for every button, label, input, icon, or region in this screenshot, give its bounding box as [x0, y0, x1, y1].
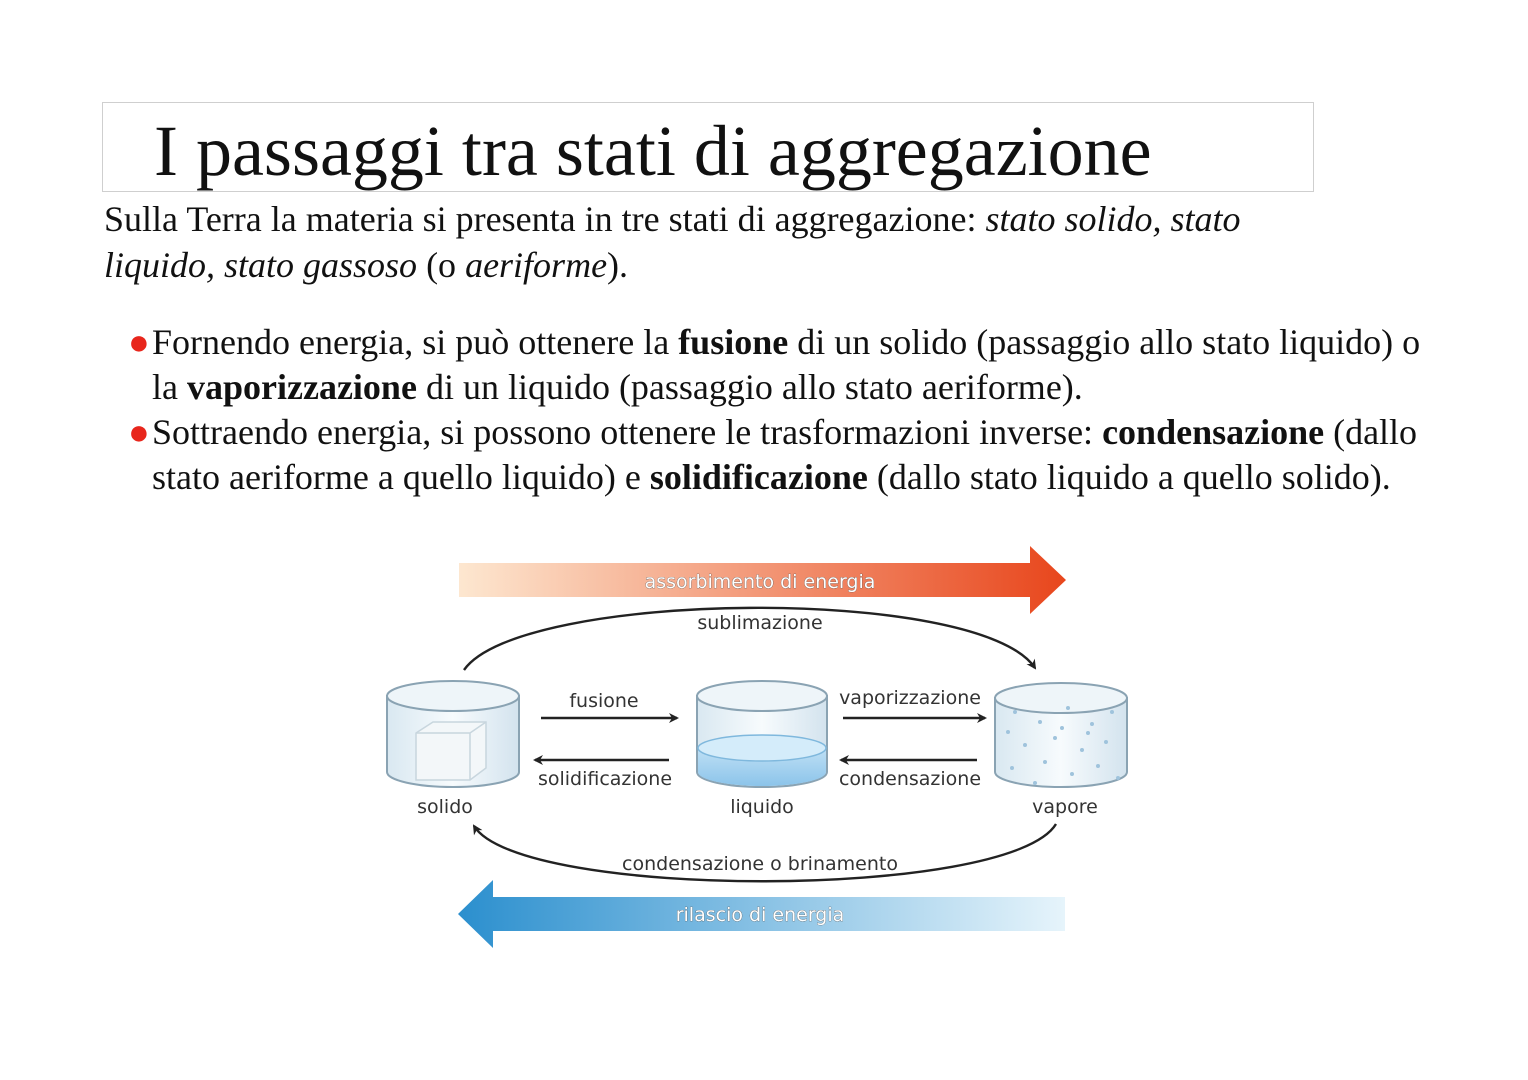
- intro-states: stato solido, stato liquido, stato gassoso: [104, 199, 1241, 285]
- b1-text-1: Fornendo energia, si può ottenere la: [152, 322, 679, 362]
- b2-text-3: (dallo stato liquido a quello solido).: [867, 457, 1391, 497]
- vapor-label: vapore: [1032, 796, 1098, 818]
- energy-release-label: rilascio di energia: [675, 904, 845, 926]
- vaporization-label: vaporizzazione: [839, 687, 981, 709]
- intro-open: (o: [417, 245, 466, 285]
- solid-container: [387, 681, 519, 787]
- energy-absorption-label: assorbimento di energia: [644, 571, 876, 593]
- deposition-label: condensazione o brinamento: [622, 853, 898, 875]
- b2-condensation: condensazione: [1102, 412, 1325, 452]
- bullet-dot-1: ●: [128, 322, 150, 362]
- fusion-label: fusione: [569, 690, 639, 712]
- liquid-label: liquido: [730, 796, 794, 818]
- solidification-label: solidificazione: [537, 768, 673, 790]
- solid-label: solido: [417, 796, 473, 818]
- condensation-label: condensazione: [838, 768, 982, 790]
- b1-fusion: fusione: [678, 322, 789, 362]
- b2-text-1: Sottraendo energia, si possono ottenere le trasformazioni inverse:: [152, 412, 1103, 452]
- slide-title: I passaggi tra stati di aggregazione: [154, 111, 1152, 191]
- vapor-container: [995, 683, 1127, 787]
- liquid-container: [697, 681, 827, 787]
- sublimation-label: sublimazione: [697, 612, 823, 634]
- bullet-dot-2: ●: [128, 412, 150, 452]
- b2-solidification: solidificazione: [649, 457, 868, 497]
- b1-text-2: di un solido (passaggio allo stato liquido) o la: [152, 322, 1421, 407]
- intro-aeriform: aeriforme: [465, 245, 608, 285]
- ice-cube: [416, 722, 486, 780]
- intro-close: ).: [607, 245, 629, 285]
- b1-text-3: di un liquido (passaggio allo stato aeriforme).: [416, 367, 1083, 407]
- b2-text-2: (dallo stato aeriforme a quello liquido) e: [152, 412, 1418, 497]
- intro-lead: Sulla Terra la materia si presenta in tre stati di aggregazione:: [104, 199, 986, 239]
- b1-vaporization: vaporizzazione: [186, 367, 417, 407]
